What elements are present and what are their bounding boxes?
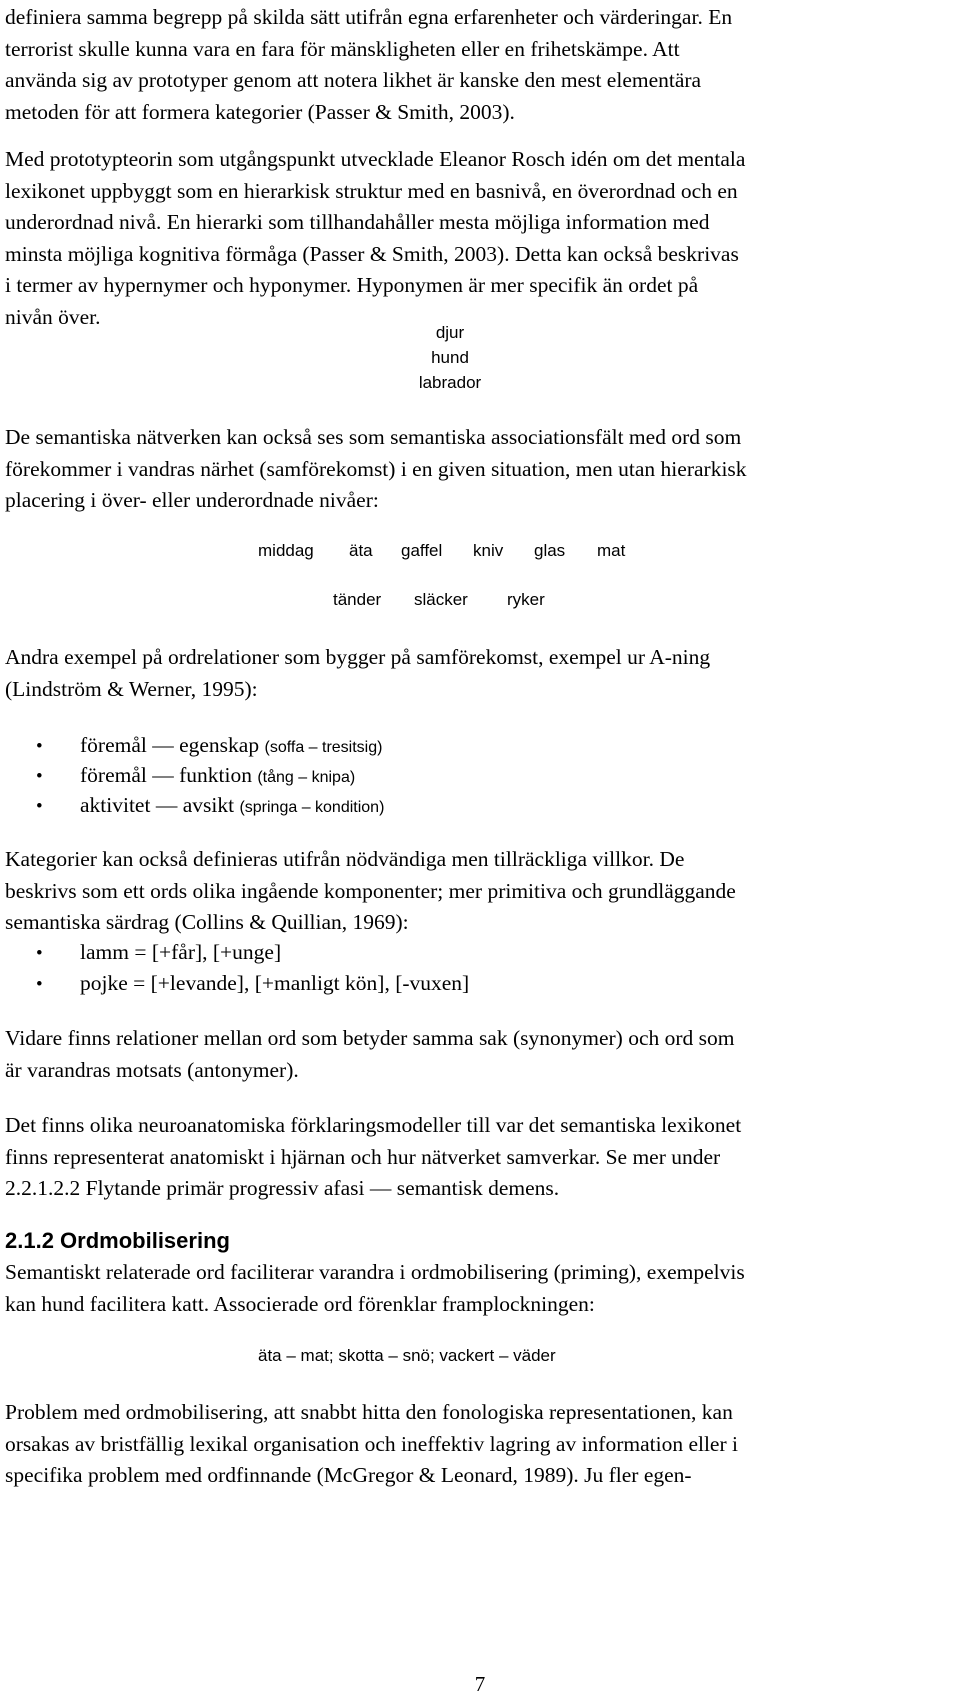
relation-example: (soffa – tresitsig) bbox=[264, 739, 383, 756]
paragraph-other-examples bbox=[5, 642, 950, 705]
text-line: placering i över- eller underordnade nivåer: bbox=[5, 488, 379, 512]
text-line: är varandras motsats (antonymer). bbox=[5, 1057, 299, 1082]
association-word: tänder bbox=[333, 590, 382, 609]
text-line: nivån över. bbox=[5, 304, 101, 329]
feature-item bbox=[36, 937, 281, 970]
text-line: metoden för att formera kategorier (Passer & Smith, 2003). bbox=[5, 99, 515, 124]
text-line: använda sig av prototyper genom att notera likhet är kanske den mest elementära bbox=[5, 68, 702, 92]
bullet-icon: • bbox=[36, 736, 43, 757]
text-line: Vidare finns relationer mellan ord som betyder samma sak (synonymer) och ord som bbox=[5, 1026, 735, 1050]
hyponym-word: labrador bbox=[418, 373, 482, 392]
paragraph-association-fields bbox=[5, 422, 950, 517]
feature-item bbox=[36, 968, 469, 1001]
paragraph-retrieval-problems bbox=[5, 1397, 950, 1492]
text-line: lexikonet uppbyggt som en hierarkisk struktur med en basnivå, en överordnad och en bbox=[5, 178, 738, 203]
hierarchy-example bbox=[380, 320, 520, 395]
relation-item bbox=[36, 730, 382, 764]
text-line: förekommer i vandras närhet (samförekomst) i en given situation, men utan hierarkisk bbox=[5, 456, 747, 481]
page-number: 7 bbox=[474, 1672, 486, 1696]
basic-level-word: hund bbox=[431, 348, 469, 367]
association-word: gaffel bbox=[401, 541, 443, 560]
text-line: beskrivs som ett ords olika ingående komponenter; mer primitiva och grundläggande bbox=[5, 878, 736, 903]
text-line: Semantiskt relaterade ord faciliterar varandra i ordmobilisering (priming), exempelvis bbox=[5, 1260, 745, 1284]
association-word: middag bbox=[258, 541, 314, 560]
section-heading: 2.1.2 Ordmobilisering bbox=[5, 1228, 230, 1253]
text-line: Med prototypteorin som utgångspunkt utvecklade Eleanor Rosch idén om det mentala bbox=[5, 147, 746, 171]
text-line: i termer av hypernymer och hyponymer. Hyponymen är mer specifik än ordet på bbox=[5, 273, 699, 297]
relation-item bbox=[36, 790, 384, 824]
relation-example: (springa – kondition) bbox=[239, 799, 385, 816]
bullet-icon: • bbox=[36, 943, 43, 964]
paragraph-rosch-hierarchy bbox=[5, 144, 950, 333]
association-word: mat bbox=[597, 541, 626, 560]
text-line: Det finns olika neuroanatomiska förklaringsmodeller till var det semantiska lexikonet bbox=[5, 1113, 742, 1137]
associated-word-examples: äta – mat; skotta – snö; vackert – väder bbox=[258, 1346, 556, 1365]
bullet-icon: • bbox=[36, 766, 43, 787]
relation-item bbox=[36, 760, 355, 794]
text-line: 2.2.1.2.2 Flytande primär progressiv afasi — semantisk demens. bbox=[5, 1176, 560, 1200]
text-line: semantiska särdrag (Collins & Quillian, 1969): bbox=[5, 910, 409, 934]
text-line: orsakas av bristfällig lexikal organisation och ineffektiv lagring av information eller i bbox=[5, 1431, 738, 1456]
paragraph-neuroanatomy bbox=[5, 1110, 950, 1205]
bullet-icon: • bbox=[36, 974, 43, 995]
hypernym-word: djur bbox=[435, 323, 465, 342]
relation-text: föremål — egenskap bbox=[80, 733, 260, 757]
text-line: Andra exempel på ordrelationer som bygger på samförekomst, exempel ur A-ning bbox=[5, 645, 711, 669]
paragraph-word-retrieval bbox=[5, 1257, 950, 1320]
association-word: äta bbox=[349, 541, 373, 560]
association-row-2 bbox=[0, 590, 960, 614]
association-word: släcker bbox=[414, 590, 468, 609]
relation-text: föremål — funktion bbox=[80, 763, 252, 787]
text-line: Problem med ordmobilisering, att snabbt hitta den fonologiska representationen, kan bbox=[5, 1400, 733, 1424]
relation-text: aktivitet — avsikt bbox=[80, 793, 235, 817]
text-line: terrorist skulle kunna vara en fara för mänskligheten eller en frihetskämpe. Att bbox=[5, 36, 680, 61]
text-line: Kategorier kan också definieras utifrån nödvändiga men tillräckliga villkor. De bbox=[5, 847, 685, 871]
feature-text: pojke = [+levande], [+manligt kön], [-vuxen] bbox=[80, 971, 470, 995]
association-word: glas bbox=[534, 541, 566, 560]
text-line: (Lindström & Werner, 1995): bbox=[5, 676, 258, 701]
text-line: underordnad nivå. En hierarki som tillhandahåller mesta möjliga information med bbox=[5, 210, 710, 234]
text-line: specifika problem med ordfinnande (McGregor & Leonard, 1989). Ju fler egen- bbox=[5, 1463, 692, 1487]
paragraph-synonyms bbox=[5, 1023, 950, 1086]
bullet-icon: • bbox=[36, 796, 43, 817]
text-line: kan hund facilitera katt. Associerade ord förenklar framplockningen: bbox=[5, 1291, 595, 1316]
text-line: definiera samma begrepp på skilda sätt utifrån egna erfarenheter och värderingar. En bbox=[5, 5, 733, 29]
association-row-1 bbox=[0, 541, 960, 565]
paragraph-semantic-features bbox=[5, 844, 950, 939]
relation-example: (tång – knipa) bbox=[257, 769, 356, 786]
text-line: minsta möjliga kognitiva förmåga (Passer & Smith, 2003). Detta kan också beskrivas bbox=[5, 241, 739, 266]
paragraph-prototypes bbox=[5, 2, 950, 128]
association-word: ryker bbox=[507, 590, 545, 609]
association-word: kniv bbox=[473, 541, 504, 560]
text-line: finns representerat anatomiskt i hjärnan och hur nätverket samverkar. Se mer under bbox=[5, 1144, 721, 1169]
text-line: De semantiska nätverken kan också ses som semantiska associationsfält med ord som bbox=[5, 425, 742, 449]
feature-text: lamm = [+får], [+unge] bbox=[80, 940, 282, 964]
